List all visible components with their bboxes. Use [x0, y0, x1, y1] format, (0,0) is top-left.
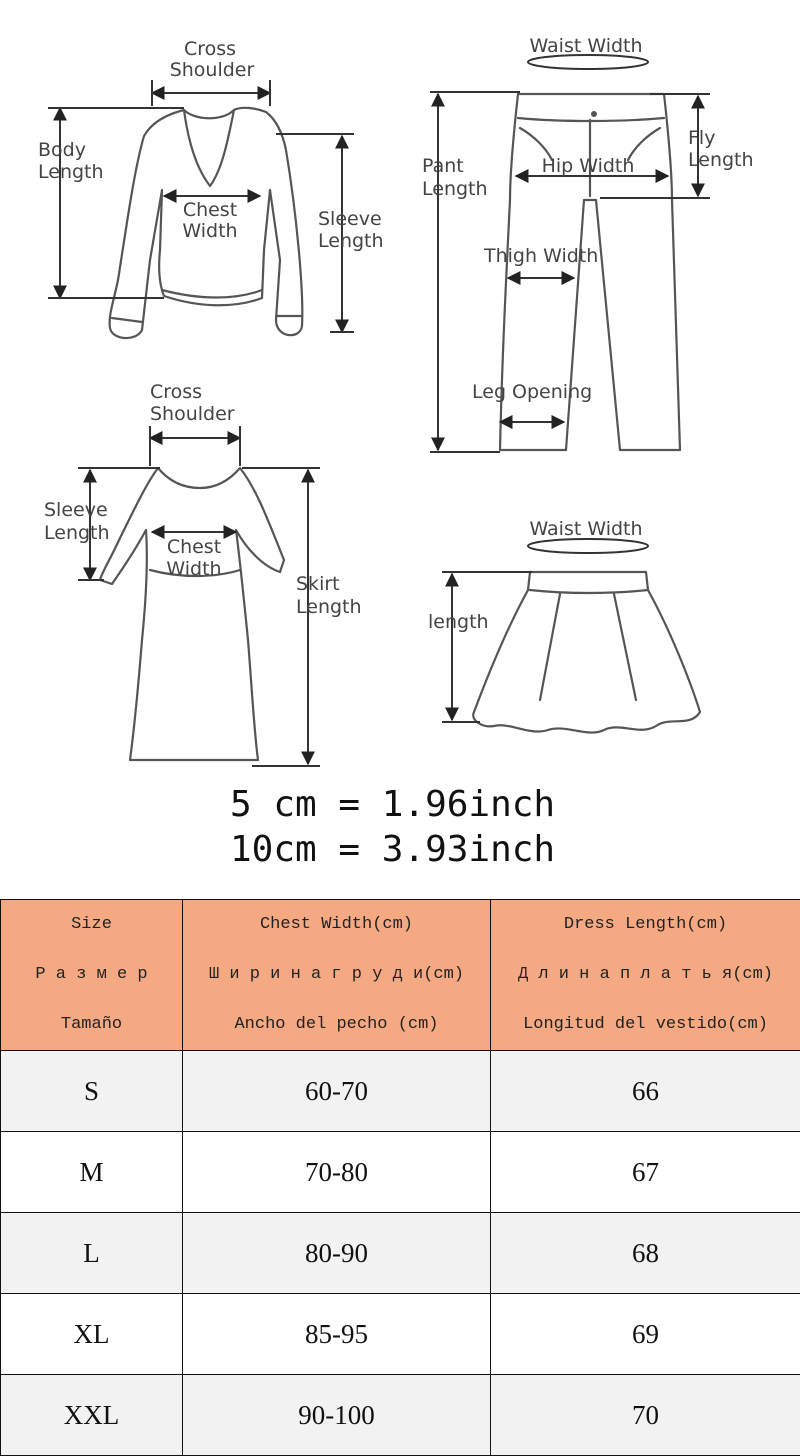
- cell-length: 67: [491, 1132, 800, 1213]
- skirt-length-label: length: [428, 611, 489, 633]
- cell-length: 69: [491, 1294, 800, 1375]
- table-row: [1, 1375, 800, 1456]
- shirt-body-label: Body: [38, 139, 86, 161]
- table-row: [1, 1051, 800, 1132]
- pants-fly-label: Fly: [688, 127, 715, 149]
- dress-cross-label: Cross: [150, 381, 202, 403]
- header-size-es: Tamaño: [1, 1000, 182, 1050]
- cell-size: L: [1, 1213, 183, 1294]
- table-header-row: [1, 900, 800, 1051]
- cell-length: 70: [491, 1375, 800, 1456]
- shirt-length-label: Length: [38, 161, 104, 183]
- skirt-outline: [473, 572, 700, 733]
- cell-chest: 85-95: [183, 1294, 491, 1375]
- shirt-chest-label: Chest: [183, 199, 237, 221]
- cell-size: S: [1, 1051, 183, 1132]
- skirt-waist-label: Waist Width: [529, 518, 642, 540]
- cell-size: XL: [1, 1294, 183, 1375]
- header-dress-ru: Д л и н а п л а т ь я(cm): [491, 950, 800, 1000]
- cell-chest: 70-80: [183, 1132, 491, 1213]
- dress-sleeve-length-label: Length: [44, 522, 110, 544]
- header-dress-en: Dress Length(cm): [491, 900, 800, 950]
- shirt-width-label: Width: [182, 220, 237, 242]
- skirt-waist-ellipse-icon: [528, 539, 648, 553]
- conversion-line-1: 5 cm = 1.96inch: [230, 784, 650, 825]
- dress-width-label: Width: [166, 558, 221, 580]
- dress-diagram: [44, 381, 362, 766]
- dress-outline: [100, 468, 284, 760]
- header-chest-es: Ancho del pecho (cm): [183, 1000, 490, 1050]
- header-chest-width: [183, 900, 491, 1051]
- pants-waist-ellipse-icon: [528, 55, 648, 69]
- pants-waist-label: Waist Width: [529, 35, 642, 57]
- table-row: [1, 1213, 800, 1294]
- skirt-fold-2: [614, 594, 636, 700]
- header-chest-ru: Ш и р и н а г р у д и(cm): [183, 950, 490, 1000]
- pants-leg-opening-label: Leg Opening: [472, 381, 592, 403]
- cell-length: 66: [491, 1051, 800, 1132]
- pants-diagram: [422, 35, 754, 452]
- pants-fly-length-label: Length: [688, 149, 754, 171]
- shirt-cross-label: Cross: [184, 38, 236, 60]
- shirt-sleeve-label: Sleeve: [318, 208, 382, 230]
- header-size: [1, 900, 183, 1051]
- pants-length-label: Length: [422, 178, 488, 200]
- pants-hip-label: Hip Width: [542, 155, 635, 177]
- dress-sleeve-label: Sleeve: [44, 499, 108, 521]
- dress-skirt-label: Skirt: [296, 573, 340, 595]
- shirt-shoulder-label: Shoulder: [170, 59, 255, 81]
- skirt-diagram: [428, 518, 700, 733]
- sweatshirt-cuff-left: [112, 318, 142, 322]
- pants-pant-label: Pant: [422, 155, 464, 177]
- dress-skirt-length-label: Length: [296, 596, 362, 618]
- conversion-line-2: 10cm = 3.93inch: [230, 829, 650, 870]
- header-dress-length: [491, 900, 800, 1051]
- cell-length: 68: [491, 1213, 800, 1294]
- table-row: [1, 1132, 800, 1213]
- size-chart-table: [0, 899, 800, 1456]
- skirt-waistband: [530, 590, 648, 593]
- sweatshirt-diagram: [38, 38, 384, 338]
- skirt-fold-1: [540, 594, 560, 700]
- cell-size: M: [1, 1132, 183, 1213]
- cell-chest: 80-90: [183, 1213, 491, 1294]
- cell-chest: 60-70: [183, 1051, 491, 1132]
- header-dress-es: Longitud del vestido(cm): [491, 1000, 800, 1050]
- cell-chest: 90-100: [183, 1375, 491, 1456]
- header-size-ru: Р а з м е р: [1, 950, 182, 1000]
- dress-chest-label: Chest: [167, 536, 221, 558]
- header-size-en: Size: [1, 900, 182, 950]
- pants-thigh-label: Thigh Width: [483, 245, 598, 267]
- header-chest-en: Chest Width(cm): [183, 900, 490, 950]
- pants-button-icon: [591, 111, 597, 117]
- dress-shoulder-label: Shoulder: [150, 403, 235, 425]
- cell-size: XXL: [1, 1375, 183, 1456]
- table-row: [1, 1294, 800, 1375]
- sweatshirt-collar: [184, 110, 234, 118]
- shirt-sleeve-length-label: Length: [318, 230, 384, 252]
- sweatshirt-hem: [162, 290, 262, 298]
